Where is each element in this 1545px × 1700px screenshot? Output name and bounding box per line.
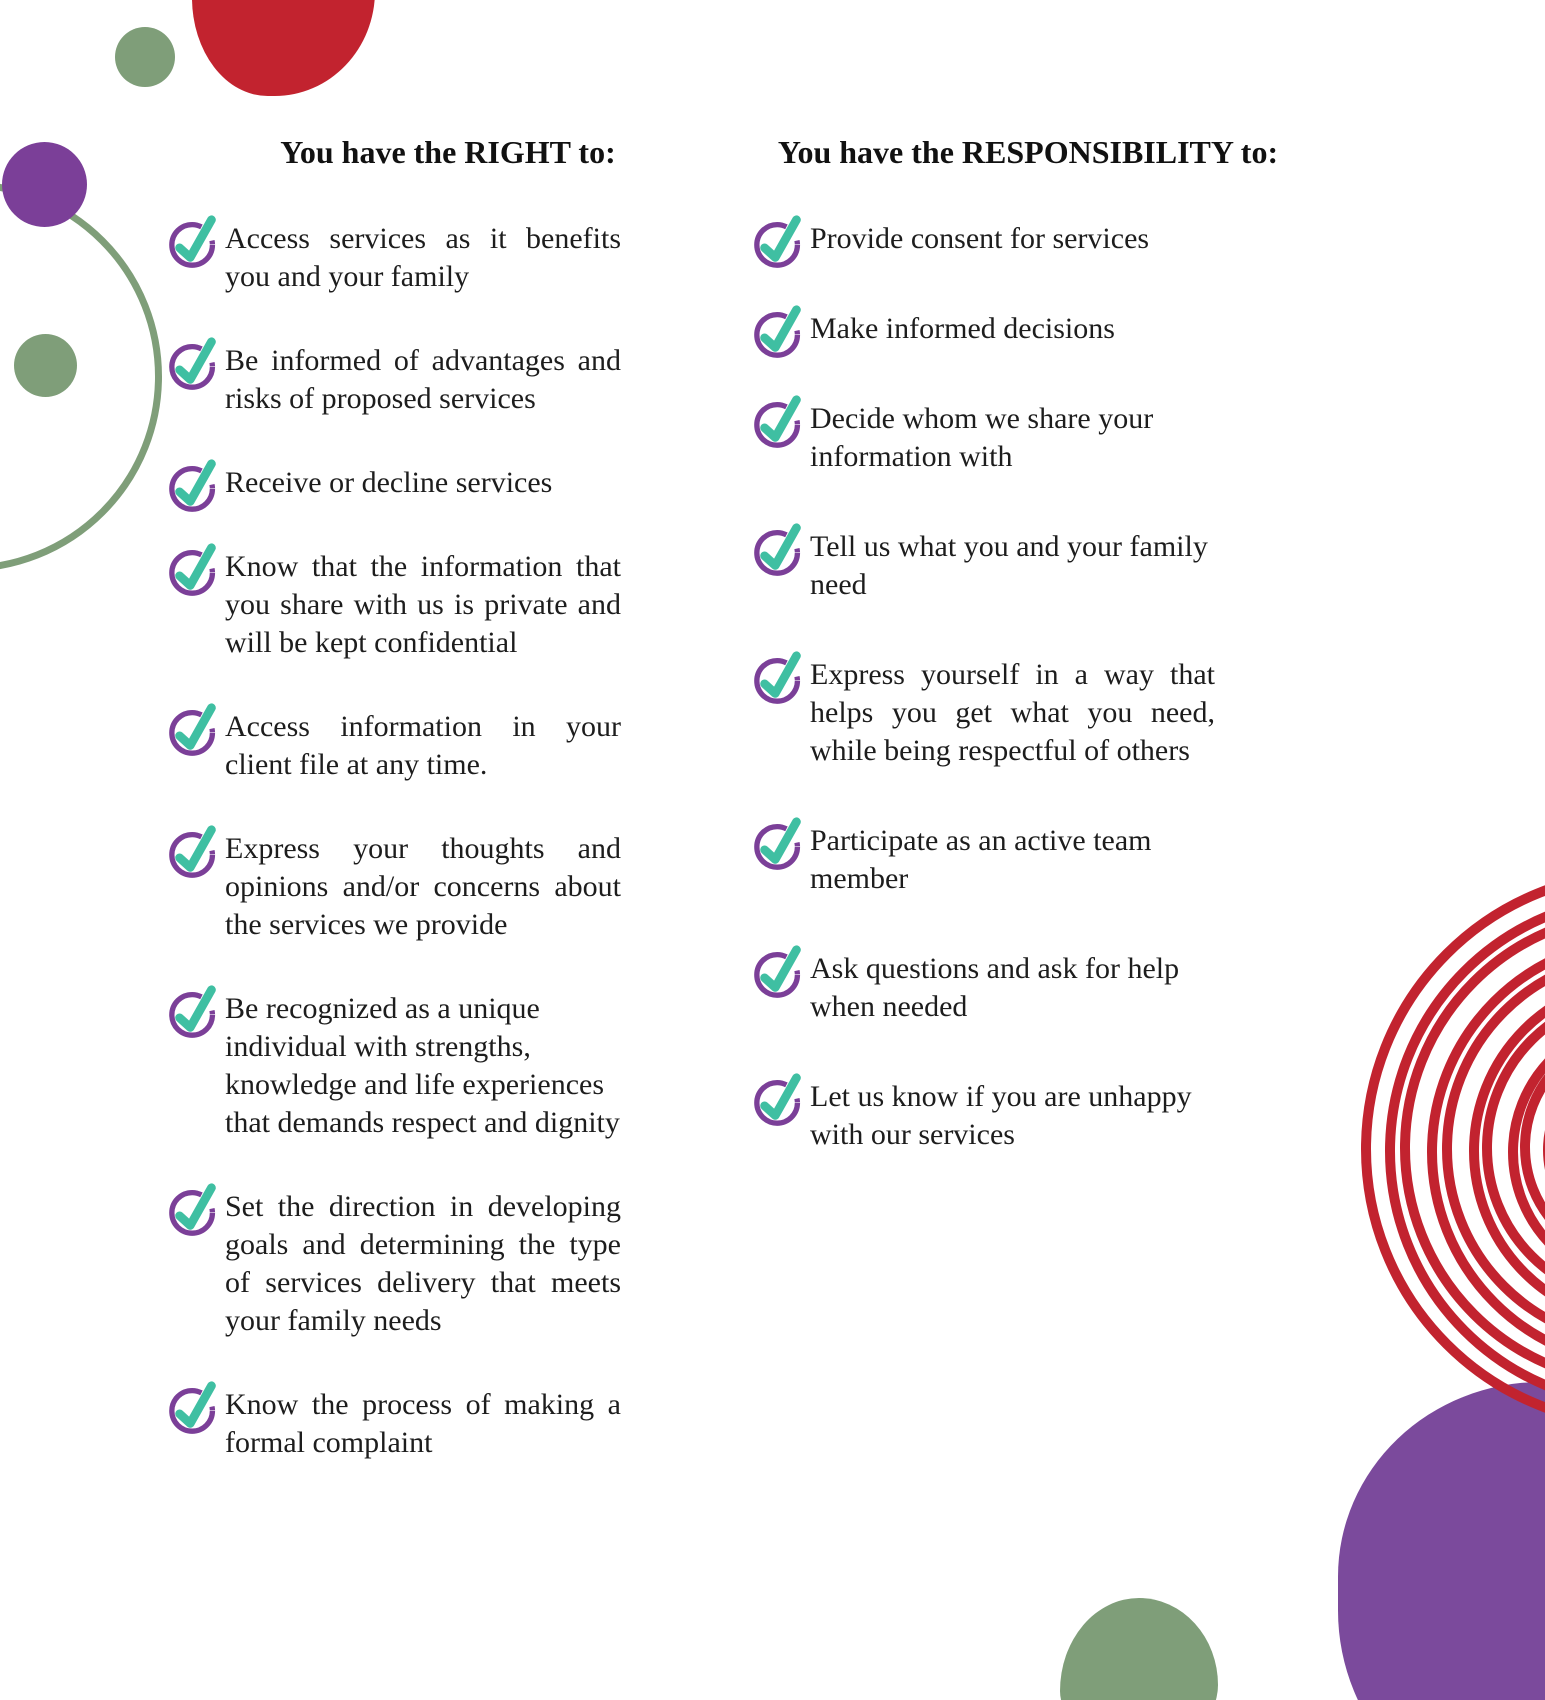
list-item-text: Decide whom we share your information with	[810, 402, 1154, 473]
check-icon	[752, 393, 810, 451]
check-icon	[167, 457, 225, 515]
list-item-text: Be recognized as a unique individual with strengths, knowledge and life experiences that demands respect and dignity	[225, 992, 620, 1139]
green-blob-decor	[1060, 1598, 1218, 1700]
list-item	[225, 708, 621, 784]
list-item	[225, 220, 621, 296]
list-item-text: Be informed of advantages and risks of proposed services	[225, 344, 621, 415]
list-item	[225, 990, 645, 1142]
check-icon	[752, 303, 810, 361]
list-item-text: Set the direction in developing goals and determining the type of services delivery that meets your family needs	[225, 1190, 621, 1337]
list-item-text: Participate as an active team member	[810, 824, 1152, 895]
check-icon	[167, 335, 225, 393]
responsibilities-list	[753, 220, 1273, 1154]
rights-column	[168, 130, 688, 1508]
list-item-text: Know the process of making a formal complaint	[225, 1388, 621, 1459]
list-item-text: Access services as it benefits you and your family	[225, 222, 621, 293]
purple-circle-decor	[2, 142, 87, 227]
green-dot-decor	[115, 27, 175, 87]
check-icon	[167, 213, 225, 271]
list-item	[225, 342, 621, 418]
check-icon	[167, 701, 225, 759]
list-item-text: Provide consent for services	[810, 222, 1150, 255]
list-item	[810, 400, 1215, 476]
list-item	[810, 1078, 1215, 1154]
check-icon	[752, 521, 810, 579]
red-spiral-decor	[1345, 855, 1545, 1445]
list-item-text: Ask questions and ask for help when needed	[810, 952, 1180, 1023]
list-item	[810, 310, 1215, 348]
green-dot-decor	[14, 334, 77, 397]
list-item	[225, 1386, 621, 1462]
list-item	[810, 528, 1215, 604]
check-icon	[167, 823, 225, 881]
check-icon	[752, 815, 810, 873]
check-icon	[167, 1181, 225, 1239]
list-item-text: Let us know if you are unhappy with our services	[810, 1080, 1192, 1151]
list-item	[810, 220, 1215, 258]
list-item	[225, 548, 621, 662]
rights-heading: You have the RIGHT to:	[280, 134, 616, 170]
list-item	[810, 822, 1215, 898]
list-item	[225, 464, 621, 502]
responsibilities-column	[753, 130, 1279, 1206]
list-item	[810, 950, 1215, 1026]
list-item-text: Make informed decisions	[810, 312, 1115, 345]
check-icon	[752, 1071, 810, 1129]
rights-list	[168, 220, 688, 1462]
responsibilities-heading: You have the RESPONSIBILITY to:	[777, 134, 1279, 170]
list-item-text: Access information in your client file at any time.	[225, 710, 621, 781]
list-item-text: Tell us what you and your family need	[810, 530, 1208, 601]
check-icon	[167, 983, 225, 1041]
list-item	[225, 1188, 621, 1340]
red-blob-decor	[192, 0, 375, 96]
list-item-text: Receive or decline services	[225, 466, 553, 499]
check-icon	[752, 213, 810, 271]
list-item	[225, 830, 621, 944]
list-item-text: Know that the information that you share with us is private and will be kept confidential	[225, 550, 621, 659]
check-icon	[752, 943, 810, 1001]
check-icon	[167, 541, 225, 599]
list-item-text: Express your thoughts and opinions and/or concerns about the services we provide	[225, 832, 621, 941]
list-item-text: Express yourself in a way that helps you get what you need, while being respectful of others	[810, 658, 1215, 767]
check-icon	[752, 649, 810, 707]
check-icon	[167, 1379, 225, 1437]
list-item	[810, 656, 1215, 770]
